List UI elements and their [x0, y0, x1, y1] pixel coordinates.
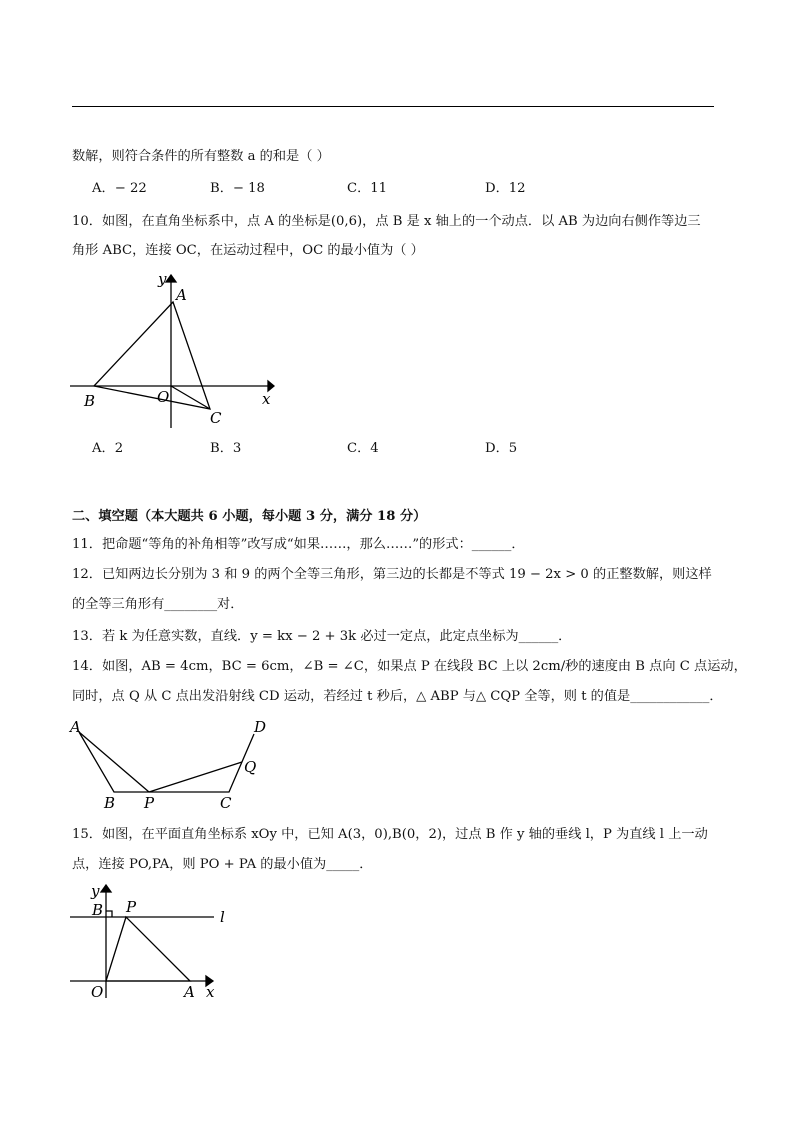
q9-option-d: D．12 — [485, 181, 526, 196]
q14-label-d: D — [254, 718, 267, 736]
q10-y-arrow — [166, 275, 176, 282]
q10-figure — [60, 266, 290, 436]
q10-triangle-abc — [94, 302, 210, 409]
q10-option-a: A．2 — [92, 441, 124, 456]
q14-figure — [64, 716, 284, 816]
q10-label-c: C — [210, 409, 222, 427]
q12-line1: 12．已知两边长分别为 3 和 9 的两个全等三角形，第三边的长都是不等式 19 − 2x > 0 的正整数解，则这样 — [72, 567, 712, 582]
header-rule — [72, 106, 714, 107]
q10-option-c: C．4 — [347, 441, 379, 456]
q10-line2: 角形 ABC，连接 OC，在运动过程中，OC 的最小值为（ ） — [72, 243, 424, 258]
q14-label-c: C — [220, 794, 232, 812]
q9-option-b: B．− 18 — [210, 181, 265, 196]
q10-line1: 10．如图，在直角坐标系中，点 A 的坐标是(0,6)，点 B 是 x 轴上的一个动点．以 AB 为边向右侧作等边三 — [72, 214, 701, 229]
q15-label-y: y — [91, 882, 100, 900]
q11-text: 11．把命题“等角的补角相等”改写成“如果……，那么……”的形式：______． — [72, 537, 525, 552]
q14-label-q: Q — [244, 758, 257, 776]
q10-option-b: B．3 — [210, 441, 242, 456]
q15-label-p: P — [126, 898, 137, 916]
q12-line2: 的全等三角形有________对． — [72, 597, 244, 612]
q15-label-l: l — [220, 908, 225, 926]
q14-label-b: B — [104, 794, 116, 812]
q14-path-abpcd — [79, 732, 257, 792]
section2-heading: 二、填空题（本大题共 6 小题，每小题 3 分，满分 18 分） — [72, 509, 427, 524]
q9-option-c: C．11 — [347, 181, 388, 196]
q9-option-a: A．− 22 — [92, 181, 147, 196]
q10-label-b: B — [84, 392, 96, 410]
q15-label-o: O — [91, 983, 104, 1001]
q14-line2: 同时，点 Q 从 C 点出发沿射线 CD 运动，若经过 t 秒后，△ ABP 与△ CQP 全等，则 t 的值是____________． — [72, 689, 723, 704]
q15-line1: 15．如图，在平面直角坐标系 xOy 中，已知 A(3，0),B(0，2)，过点 B 作 y 轴的垂线 l，P 为直线 l 上一动 — [72, 827, 708, 842]
q15-line2: 点，连接 PO,PA，则 PO + PA 的最小值为_____． — [72, 857, 373, 872]
q9-tail-text: 数解，则符合条件的所有整数 a 的和是（ ） — [72, 149, 330, 164]
q15-triangle-opa — [106, 917, 190, 981]
q15-label-x: x — [206, 983, 215, 1001]
q14-label-a: A — [70, 718, 81, 736]
q14-segment-ap — [79, 732, 149, 792]
q14-label-p: P — [144, 794, 155, 812]
q15-figure — [64, 880, 244, 1005]
q15-right-angle-mark — [106, 911, 112, 917]
q14-segment-pq — [149, 762, 242, 792]
q14-line1: 14．如图，AB = 4cm，BC = 6cm，∠B = ∠C，如果点 P 在线段 BC 上以 2cm/秒的速度由 B 点向 C 点运动， — [72, 659, 747, 674]
q10-label-y: y — [158, 270, 167, 288]
q10-option-d: D．5 — [485, 441, 518, 456]
q13-text: 13．若 k 为任意实数，直线．y = kx − 2 + 3k 必过一定点，此定点坐标为______． — [72, 629, 572, 644]
q15-label-b: B — [92, 901, 104, 919]
q10-label-a: A — [176, 286, 187, 304]
q10-label-x: x — [262, 390, 271, 408]
q10-label-o: O — [157, 388, 170, 406]
q15-y-arrow — [101, 885, 111, 892]
q15-label-a: A — [184, 983, 195, 1001]
